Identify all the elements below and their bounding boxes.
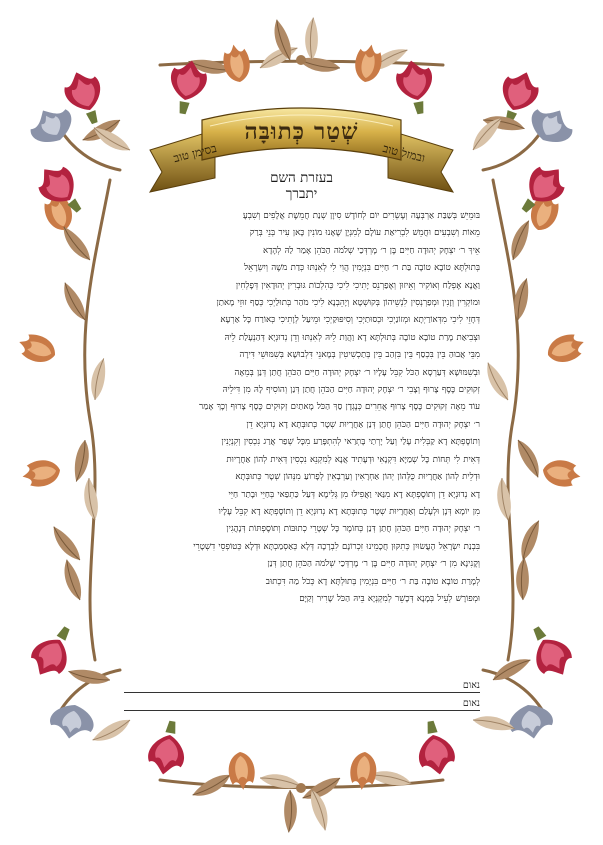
text-line: בּוּמֵיֵשׁ בְּשַׁבַּת אַרְבְּעָה וְעֶשְׂרִים יוֹם לְחוֹדֶשׁ סִיוָן שְׁנַת חֲמֵשֶׁת אֲלָפִים וְשִׁבְעָ <box>242 211 480 221</box>
text-line: מִבֵּי אֲבוּהַ בֵּין בִּכְסַף בֵּין בִּזְהַב בֵּין בְּתַכְשִׁיטִין בְּמָאנֵי דִּלְבוּשָׁא בְּשִׁמּוּשֵׁי דִּירָה <box>239 350 480 361</box>
text-line: וּדְלֵית לְהוֹן אַחֲרָיוּת כֻּלְּהוֹן יְהוֹן אַחְרָאִין וְעַרְבָאִין לְפָרוֹעַ מִנְּהוֹן שְׁטָר כְּתוּבְּתָא <box>235 472 480 483</box>
banner-left-text: בסימן טוב <box>171 140 219 166</box>
text-line: ר׳ יִצְחָק יְהוּדָה חַיִּים הַכֹּהֵן חֲתַן דְּנַן אַחֲרָיוּת שְׁטָר כְּתוּבְּתָא דָא נְדוּנְיָא דֵן <box>246 419 480 430</box>
text-line: אֵיךְ ר׳ יִצְחָק יְהוּדָה חַיִּים בֶּן ר׳ מָרְדְּכַי שְׁלֹמֹה הַכֹּהֵן אָמַר לַהּ לְהָדָא <box>262 245 480 256</box>
text-line: מִן יוֹמָא דְּנָן וּלְעָלַם וְאַחֲרָיוּת שְׁטָר כְּתוּבְּתָא דָא נְדוּנְיָא דֵן וְתוֹסֶפְתָּא דָא קִבֵּל עָלָיו <box>218 506 480 517</box>
text-line: וְתוֹסֶפְתָּא דָא קַבְּלִית עָלַי וְעַל יָרְתַי בָּתְרַאי לְהִתְפָּרַע מִכָּל שְׁפַר אֲרַג נִכְסִין וְקִנְיָנִין <box>221 437 480 448</box>
banner-right-text: ובמזל טוב <box>381 141 427 165</box>
text-line: ר׳ יִצְחָק יְהוּדָה חַיִּים הַכֹּהֵן חֲתַן דְּנַן כְּחוֹמֶר כָּל שְׁטָרֵי כְתוּבּוֹת וְתוֹסֶפְתּוֹת דְּנָהֲגִין <box>226 524 480 535</box>
text-line: דְּאִית לִי תְּחוֹת כָּל שְׁמַיָּא דִּקְנָאִי וּדְעָתִיד אֲנָא לְמִקְנֵא נִכְסִין דְּאִית לְהוֹן אַחֲרָיוּת <box>226 454 480 465</box>
text-line: וְקָנִינָא מִן ר׳ יִצְחָק יְהוּדָה חַיִּים בֶּן ר׳ מָרְדְּכַי שְׁלֹמֹה הַכֹּהֵן חֲתַן דְּנַן <box>267 559 480 570</box>
text-line: בְּתוּלְתָּא טוֹבָא טוֹבָה בַּת ר׳ חַיִּים בִּנְיָמִין הֲוִי לִי לְאִנְתּוּ כְּדַת מֹשֶׁה וְיִשְׂרָאֵל <box>244 263 480 274</box>
blessing <box>200 170 403 202</box>
text-line: וּצְבִיאַת מָרַת טוֹבָא טוֹבָה בְּתוּלְתָּא דָא וַהֲוַת לֵיהּ לְאִנְתּוּ וְדֵן נְדוּנְיָא דְּהַנְעָלַת לֵיהּ <box>224 332 480 343</box>
signature-label-1: נאום <box>462 680 480 691</box>
text-line: זְקוּקִים כֶּסֶף צָרוּף וְצָבִי ר׳ יִצְחָק יְהוּדָה חַיִּים הַכֹּהֵן חֲתַן דְּנַן וְהוֹסִיף לָהּ מִן דִּילֵיהּ <box>222 385 480 396</box>
text-line: וַאֲנָא אֶפְלַח וְאוֹקִיר וְאֵיזוּן וְאֶפַרְנֵס יָתִיכִי לִיכִי כְּהִלְכוֹת גּוּבְרִין יְהוּדָאִין דְּפָלְחִין <box>235 280 480 291</box>
ketubah-body-text <box>122 208 480 608</box>
text-line: עוֹד מֵאָה זְקוּקִים כֶּסֶף צָרוּף אֲחֵרִים כְּנֶגְדָן סַךְ הַכֹּל מָאתַיִם זְקוּקִים כֶּסֶף צָרוּף וְכָךְ אָמַר <box>199 402 480 413</box>
signature-label-2: נאום <box>462 698 480 709</box>
text-line: וּמְפוֹרָשׁ לְעֵיל בְּמָנָא דְּכָשֵׁר לְמִקְנְיָא בֵּיהּ הַכֹּל שָׁרִיר וְקַיָּם <box>299 593 480 604</box>
text-line: לְמָרַת טוֹבָא טוֹבָה בַּת ר׳ חַיִּים בִּנְיָמִין בְּתוּלְתָּא דָא כְּכֹל מַה דִּכְתוּב <box>265 576 480 587</box>
blessing-line-2: יתברך <box>285 186 318 202</box>
text-line: דְּחָזֵי לִיכִי מִדְּאוֹרַיְתָא וּמְזוֹנַיְכִי וּכְסוּתַיְכִי וְסִיפּוּקַיְכִי וּמֵיעַל לְוָתִיכִי כְּאוֹרַח כָּל אַרְעָא <box>220 315 480 326</box>
text-line: וּבְשִׁמּוּשָׁא דְּעַרְסָא הַכֹּל קִבֵּל עָלָיו ר׳ יִצְחָק יְהוּדָה חַיִּים הַכֹּהֵן חֲתַן דְּנַן בְּמֵאָה <box>234 367 480 378</box>
blessing-line-1: בעזרת השם <box>270 170 333 186</box>
text-line: דָא נְדוּנְיָא דֵן וְתוֹסֶפְתָּא דָא מִנַּאי וַאֲפִילּוּ מִן גְּלִימָא דְּעַל כַּתְפַאי בְּחַיֵּי וּבָתַר חַיֵּי <box>228 489 480 500</box>
signature-line-1 <box>124 676 480 693</box>
text-line: מֵאוֹת וְשִׁבְעִים וּחֲמֵשׁ לִבְרִיאַת עוֹלָם לְמִנְיָן שֶׁאָנוּ מוֹנִין כָּאן עִיר בְּנֵי בְּרַק <box>249 228 480 239</box>
text-line: וּמוֹקְרִין וְזָנִין וּמְפַרְנְסִין לִנְשֵׁיהוֹן בְּקוּשְׁטָא וְיָהֵבְנָא לִיכִי מֹהַר בְּתוּלַיְכִי כְּסַף זוּזֵי מָאתַן <box>216 298 480 309</box>
signature-line-2 <box>124 694 480 711</box>
banner-title: שְׁטַר כְּתוּבָּה <box>244 118 359 145</box>
text-line: בִּבְנַת יִשְׂרָאֵל הָעֲשׂוּיִן כְּתִקּוּן חֲכָמֵינוּ זִכְרוֹנָם לִבְרָכָה דְּלָא כְּאַסְמַכְתָּא וּדְלָא כְּטוֹפְסֵי דִשְׁטָרֵי <box>193 541 480 552</box>
